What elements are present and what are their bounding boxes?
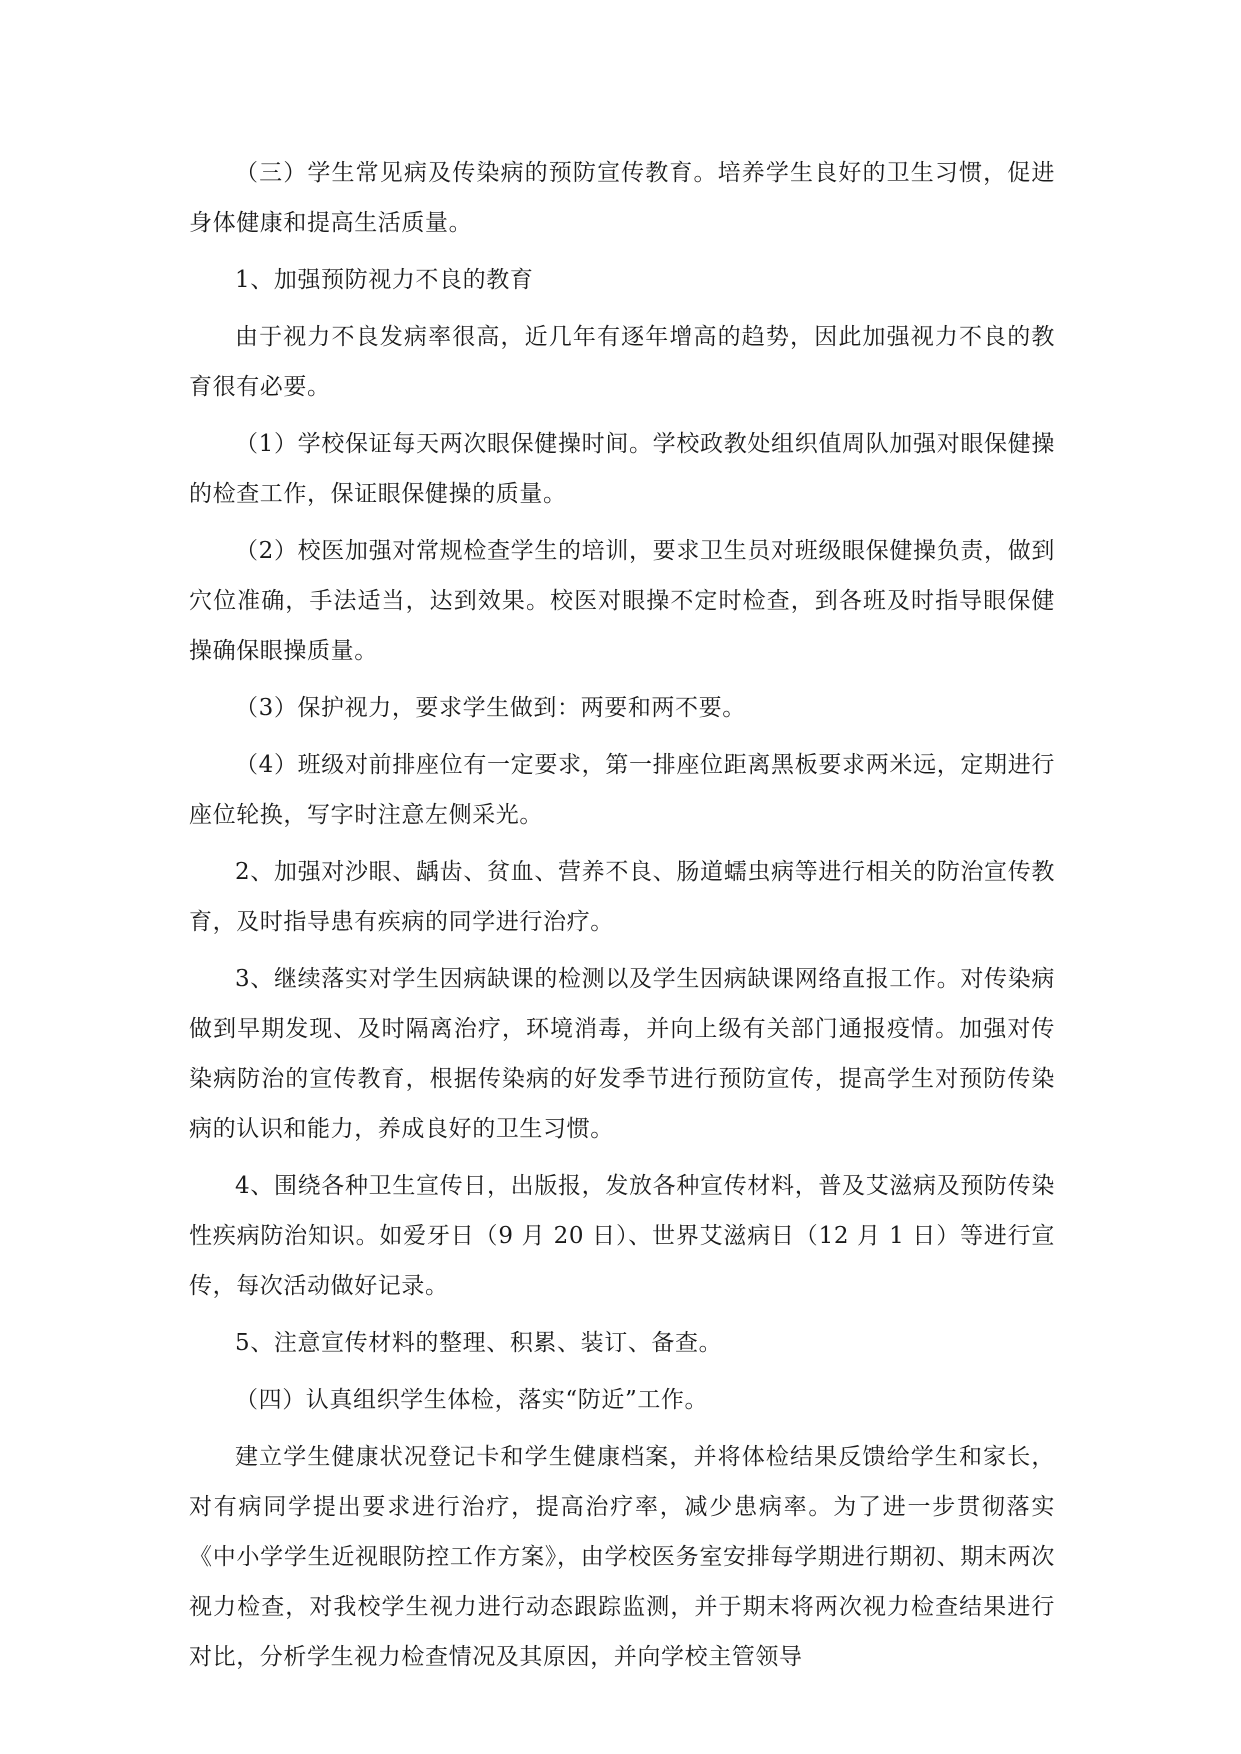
sub-item-4: （4）班级对前排座位有一定要求，第一排座位距离黑板要求两米远，定期进行座位轮换，写字时注意左侧采光。 — [189, 752, 1055, 828]
sub-item-3: （3）保护视力，要求学生做到：两要和两不要。 — [235, 695, 746, 721]
item-2: 2、加强对沙眼、龋齿、贫血、营养不良、肠道蠕虫病等进行相关的防治宣传教育，及时指导患有疾病的同学进行治疗。 — [189, 859, 1055, 935]
item-5: 5、注意宣传材料的整理、积累、装订、备查。 — [235, 1330, 723, 1356]
section-heading-3: （三）学生常见病及传染病的预防宣传教育。培养学生良好的卫生习惯，促进身体健康和提高生活质量。 — [189, 160, 1055, 236]
item-heading-1: 1、加强预防视力不良的教育 — [235, 267, 534, 293]
item-3: 3、继续落实对学生因病缺课的检测以及学生因病缺课网络直报工作。对传染病做到早期发现、及时隔离治疗，环境消毒，并向上级有关部门通报疫情。加强对传染病防治的宣传教育，根据传染病的好发季节进行预防宣传，提高学生对预防传染病的认识和能力，养成良好的卫生习惯。 — [189, 966, 1055, 1142]
sub-item-1: （1）学校保证每天两次眼保健操时间。学校政教处组织值周队加强对眼保健操的检查工作，保证眼保健操的质量。 — [189, 431, 1055, 507]
body-paragraph: 建立学生健康状况登记卡和学生健康档案，并将体检结果反馈给学生和家长，对有病同学提出要求进行治疗，提高治疗率，减少患病率。为了进一步贯彻落实《中小学学生近视眼防控工作方案》，由学校医务室安排每学期进行期初、期末两次视力检查，对我校学生视力进行动态跟踪监测，并于期末将两次视力检查结果进行对比，分析学生视力检查情况及其原因，并向学校主管领导 — [189, 1444, 1055, 1670]
document-body — [189, 148, 1055, 1689]
section-heading-4: （四）认真组织学生体检，落实“防近”工作。 — [235, 1387, 709, 1413]
body-paragraph: 由于视力不良发病率很高，近几年有逐年增高的趋势，因此加强视力不良的教育很有必要。 — [189, 324, 1055, 400]
item-4: 4、围绕各种卫生宣传日，出版报，发放各种宣传材料，普及艾滋病及预防传染性疾病防治知识。如爱牙日（9 月 20 日）、世界艾滋病日（12 月 1 日）等进行宣传，每次活动做好记录。 — [189, 1173, 1055, 1299]
sub-item-2: （2）校医加强对常规检查学生的培训，要求卫生员对班级眼保健操负责，做到穴位准确，手法适当，达到效果。校医对眼操不定时检查，到各班及时指导眼保健操确保眼操质量。 — [189, 538, 1055, 664]
